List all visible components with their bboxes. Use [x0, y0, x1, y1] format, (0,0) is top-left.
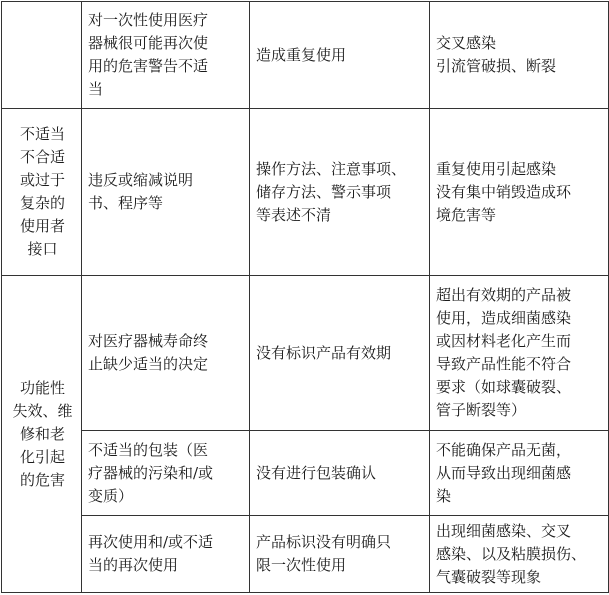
- category-cell: 功能性 失效、维 修和老 化引起 的危害: [2, 276, 82, 593]
- table-row: [2, 276, 609, 431]
- table-row: [2, 431, 609, 516]
- hazard-condition-cell: 造成重复使用: [250, 2, 430, 109]
- hazard-consequence-cell: 交叉感染 引流管破损、断裂: [430, 2, 609, 109]
- hazard-condition-cell: 没有标识产品有效期: [250, 276, 430, 431]
- hazard-cause-cell: 不适当的包装（医 疗器械的污染和/或 变质）: [82, 431, 250, 516]
- hazard-cause-cell: 对一次性使用医疗 器械很可能再次使 用的危害警告不适 当: [82, 2, 250, 109]
- table-row: [2, 516, 609, 593]
- hazard-consequence-cell: 不能确保产品无菌， 从而导致出现细菌感 染: [430, 431, 609, 516]
- table-row: [2, 2, 609, 109]
- hazard-condition-cell: 没有进行包装确认: [250, 431, 430, 516]
- hazard-consequence-cell: 出现细菌感染、交叉 感染、以及粘膜损伤、 气囊破裂等现象: [430, 516, 609, 593]
- table-row: [2, 109, 609, 276]
- hazard-consequence-cell: 重复使用引起感染 没有集中销毁造成环 境危害等: [430, 109, 609, 276]
- hazard-cause-cell: 再次使用和/或不适 当的再次使用: [82, 516, 250, 593]
- hazard-table: [1, 1, 609, 593]
- hazard-cause-cell: 对医疗器械寿命终 止缺少适当的决定: [82, 276, 250, 431]
- hazard-condition-cell: 产品标识没有明确只 限一次性使用: [250, 516, 430, 593]
- category-cell-empty: [2, 2, 82, 109]
- hazard-condition-cell: 操作方法、注意事项、 储存方法、警示事项 等表述不清: [250, 109, 430, 276]
- hazard-cause-cell: 违反或缩减说明 书、程序等: [82, 109, 250, 276]
- hazard-consequence-cell: 超出有效期的产品被 使用，造成细菌感染 或因材料老化产生而 导致产品性能不符合 要求（如球囊破裂、 管子断裂等）: [430, 276, 609, 431]
- category-cell: 不适当 不合适 或过于 复杂的 使用者 接口: [2, 109, 82, 276]
